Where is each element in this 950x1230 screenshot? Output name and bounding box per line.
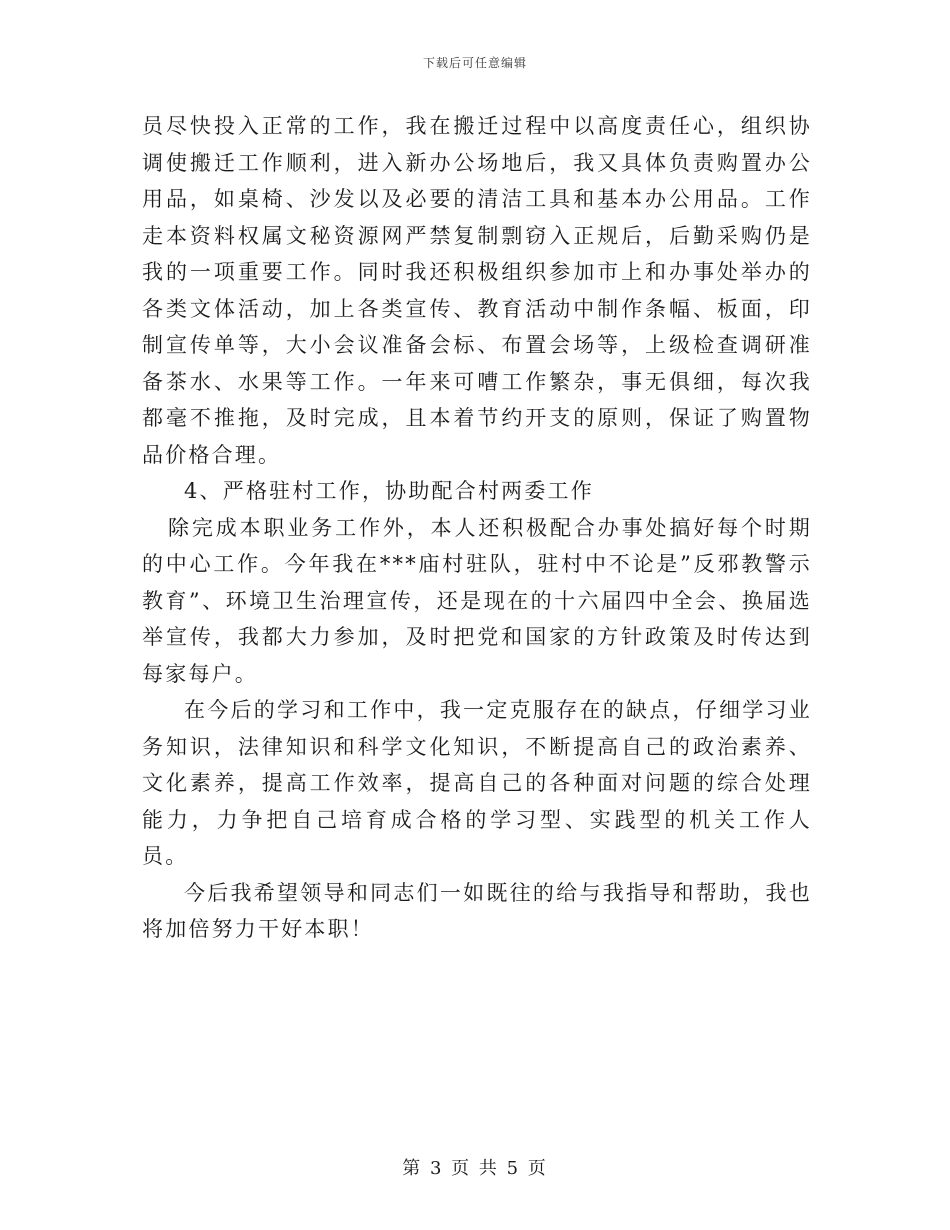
paragraph-closing: 今后我希望领导和同志们一如既往的给与我指导和帮助，我也将加倍努力干好本职！ (142, 880, 812, 941)
document-body (142, 108, 812, 948)
paragraph-village-work: 除完成本职业务工作外，本人还积极配合办事处搞好每个时期的中心工作。今年我在***庙村驻队，驻村中不论是”反邪教警示教育”、环境卫生治理宣传，还是现在的十六届四中全会、换届选举宣传，我都大力参加，及时把党和国家的方针政策及时传达到每家每户。 (142, 515, 812, 686)
page-number-footer: 第 3 页 共 5 页 (402, 1158, 548, 1179)
page-header: 下载后可任意编辑 (422, 56, 527, 70)
paragraph-procurement: 员尽快投入正常的工作，我在搬迁过程中以高度责任心，组织协调使搬迁工作顺利，进入新办公场地后，我又具体负责购置办公用品，如桌椅、沙发以及必要的清洁工具和基本办公用品。工作走本资料权属文秘资源网严禁复制剽窃入正规后，后勤采购仍是我的一项重要工作。同时我还积极组织参加市上和办事处举办的各类文体活动，加上各类宣传、教育活动中制作条幅、板面，印制宣传单等，大小会议准备会标、布置会场等，上级检查调研准备茶水、水果等工作。一年来可嘈工作繁杂，事无俱细，每次我都毫不推拖，及时完成，且本着节约开支的原则，保证了购置物品价格合理。 (142, 114, 812, 467)
section-heading-village-work: 4、严格驻村工作，协助配合村两委工作 (184, 479, 594, 503)
paragraph-future-study: 在今后的学习和工作中，我一定克服存在的缺点，仔细学习业务知识，法律知识和科学文化知识，不断提高自己的政治素养、文化素养，提高工作效率，提高自己的各种面对问题的综合处理能力，力争把自己培育成合格的学习型、实践型的机关工作人员。 (142, 698, 812, 868)
